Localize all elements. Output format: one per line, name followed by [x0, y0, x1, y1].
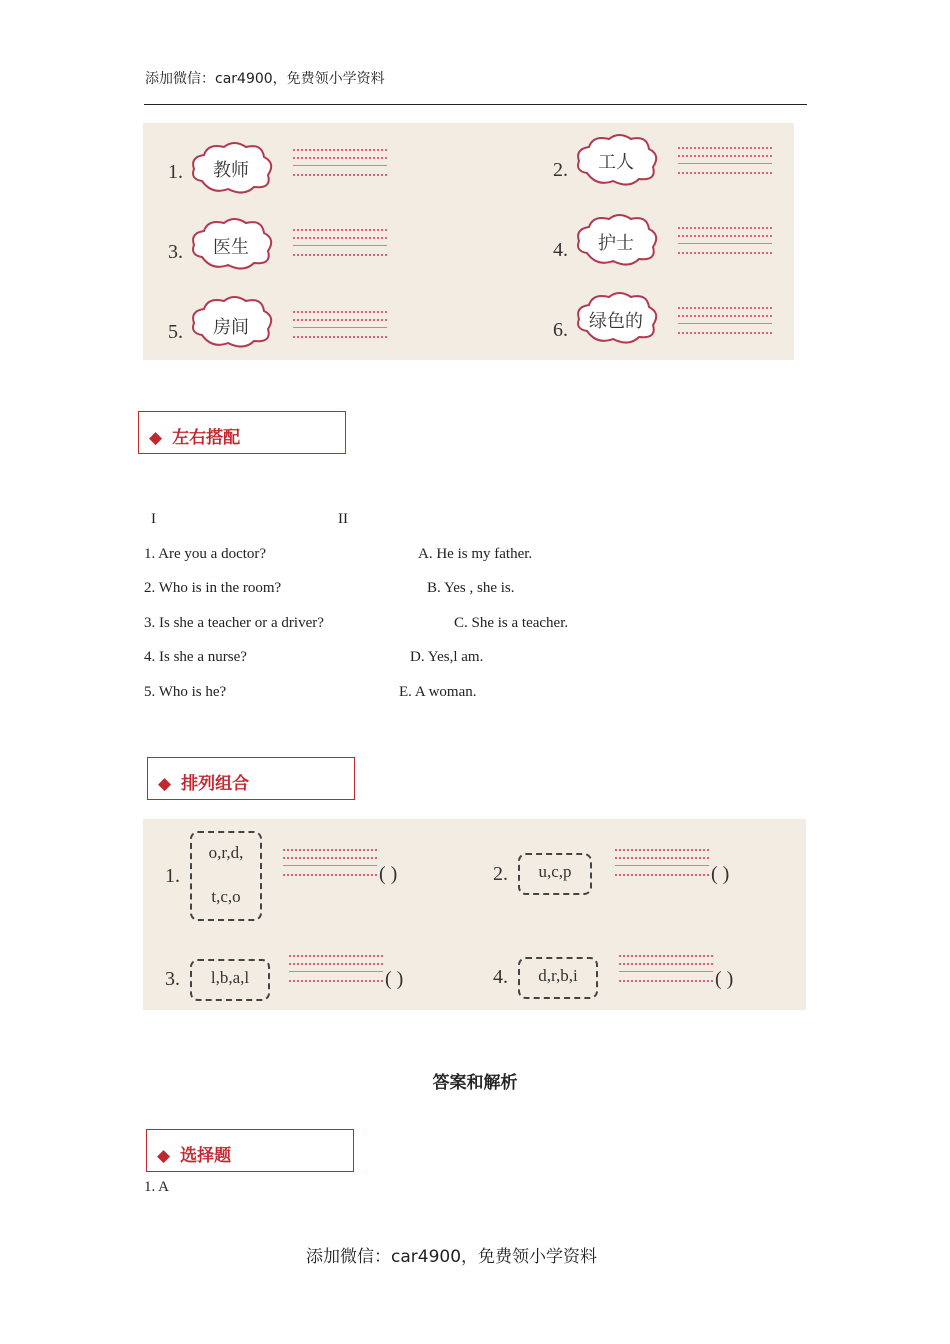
arrange-worksheet-image [143, 819, 806, 1010]
item-number: 1. [165, 865, 180, 887]
answer-option: B. Yes , she is. [427, 580, 515, 596]
answer-option: C. She is a teacher. [454, 615, 569, 631]
diamond-icon: ◆ [157, 1146, 171, 1166]
answers-title: 答案和解析 [432, 1073, 518, 1093]
letters-line: d,r,b,i [538, 966, 578, 985]
item-number: 2. [493, 863, 508, 885]
letters-line: t,c,o [211, 887, 241, 906]
question-item: 1. Are you a doctor? [144, 546, 267, 562]
cloud-worksheet-image [143, 123, 794, 360]
section-title: 选择题 [180, 1146, 232, 1166]
letter-box [518, 853, 592, 895]
item-number: 1. [168, 161, 183, 183]
header-divider [144, 104, 807, 105]
footer-watermark-text: 添加微信：car4900，免费领小学资料 [306, 1247, 598, 1267]
diamond-icon: ◆ [158, 774, 172, 794]
letters-line: u,c,p [538, 862, 572, 881]
column-header-i: I [151, 511, 156, 527]
answer-paren: ( ) [385, 968, 404, 990]
cloud-word: 医生 [213, 237, 249, 258]
answer-option: E. A woman. [399, 684, 477, 700]
answer-line: 1. A [144, 1179, 170, 1195]
section-title: 左右搭配 [172, 428, 241, 448]
section-heading-match [138, 411, 346, 454]
column-header-ii: II [338, 511, 348, 527]
answer-option: A. He is my father. [418, 546, 533, 562]
header-watermark-text: 添加微信：car4900，免费领小学资料 [145, 71, 385, 87]
answer-lines [619, 955, 713, 988]
cloud-word: 工人 [598, 152, 634, 173]
item-number: 6. [553, 319, 568, 341]
cloud-word: 教师 [213, 160, 249, 181]
section-heading-choice [146, 1129, 354, 1172]
question-item: 2. Who is in the room? [144, 580, 282, 596]
letter-box [190, 959, 270, 1001]
item-number: 5. [168, 321, 183, 343]
item-number: 2. [553, 159, 568, 181]
item-number: 4. [553, 239, 568, 261]
answer-lines [678, 227, 772, 260]
letters-line: l,b,a,l [210, 968, 250, 987]
answer-paren: ( ) [711, 863, 730, 885]
answer-paren: ( ) [715, 968, 734, 990]
item-number: 4. [493, 966, 508, 988]
answer-lines [289, 955, 383, 988]
letter-box [518, 957, 598, 999]
answer-paren: ( ) [379, 863, 398, 885]
item-number: 3. [165, 968, 180, 990]
section-title: 排列组合 [181, 774, 250, 794]
answer-lines [293, 229, 387, 262]
question-item: 4. Is she a nurse? [144, 649, 247, 665]
answer-lines [678, 147, 772, 180]
answer-lines [678, 307, 772, 340]
question-item: 5. Who is he? [144, 684, 227, 700]
cloud-word: 房间 [213, 317, 249, 338]
letter-box [190, 831, 262, 921]
diamond-icon: ◆ [149, 428, 163, 448]
answer-lines [293, 311, 387, 344]
letters-line: o,r,d, [208, 843, 244, 862]
answer-lines [293, 149, 387, 182]
section-heading-arrange [147, 757, 355, 800]
item-number: 3. [168, 241, 183, 263]
answer-lines [283, 849, 377, 882]
answer-option: D. Yes,l am. [410, 649, 484, 665]
cloud-word: 护士 [598, 233, 634, 254]
question-item: 3. Is she a teacher or a driver? [144, 615, 324, 631]
cloud-word: 绿色的 [589, 311, 643, 332]
answer-lines [615, 849, 709, 882]
